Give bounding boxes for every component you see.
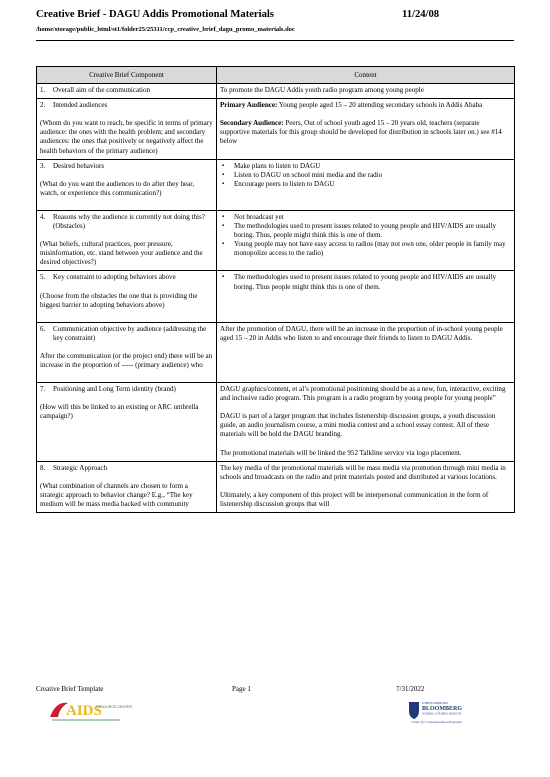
primary-audience-lead: Primary Audience: — [220, 101, 278, 110]
component-cell — [37, 159, 217, 210]
footer-template-name: Creative Brief Template — [36, 685, 104, 693]
component-label: Key constraint to adopting behaviors above — [53, 273, 176, 282]
list-item: ▪ Listen to DAGU on school mini media and the radio — [220, 171, 511, 180]
row-number: 7. — [40, 385, 46, 394]
table-row — [37, 322, 515, 382]
table-row — [37, 84, 515, 99]
table-row — [37, 159, 515, 210]
jhu-line-3: SCHOOL of PUBLIC HEALTH — [422, 711, 462, 716]
bullet-list — [220, 213, 511, 258]
list-item: ▪ Young people may not have easy access to radios (may not own one, older people in family may monopolize access to the radio) — [220, 240, 511, 258]
row-number: 4. — [40, 212, 46, 221]
content-cell — [217, 461, 515, 512]
jhu-line-2: BLOOMBERG — [422, 706, 463, 712]
document-path: /home/storage/public_html/st1/folder25/25311/ccp_creative_brief_dagu_promo_materials.doc — [36, 26, 295, 33]
content-paragraph: The key media of the promotional materials will be mass media via promotion through mini media in schools and broadcasts on the radio and print materials posted and distributed at various locations. — [220, 463, 506, 481]
component-note: (Whom do you want to reach, be specific in terms of primary audience: the ones with the health problem; and secondary audiences: the ones that positively or negatively affect the health behaviors of the primary audience) — [40, 119, 213, 155]
document-date: 11/24/08 — [402, 9, 440, 20]
secondary-audience — [220, 119, 511, 146]
content-cell — [217, 99, 515, 159]
component-label: Intended audiences — [53, 101, 108, 110]
component-label: Positioning and Long Term identity (brand) — [53, 385, 176, 394]
list-item: ▪ The methodologies used to present issues related to young people and HIV/AIDS are usually boring. Thus, people might think this is one of them. — [220, 222, 511, 240]
jhu-line-4: Center for Communication Programs — [411, 720, 462, 724]
content-paragraph: DAGU graphics/content, et al’s promotional positioning should be as a new, fun, interactive, exciting and inclusive radio program. This program is a radio program by young people for young people” — [220, 385, 506, 403]
content-paragraph: DAGU is part of a larger program that includes listenership discussion groups, a youth discussion guide, an audio journalism course, a mini media contest and a school essay contest. All of these materials will be hold the DAGU branding. — [220, 412, 496, 439]
component-label: Strategic Approach — [53, 463, 108, 472]
footer-date: 7/31/2022 — [396, 685, 425, 693]
table-row — [37, 210, 515, 270]
aids-logo-subtext: RESOURCE CENTER — [96, 705, 133, 709]
row-number: 8. — [40, 463, 46, 472]
component-label: Desired behaviors — [53, 161, 105, 170]
content-text: To promote the DAGU Addis youth radio program among young people — [220, 86, 424, 95]
column-header-component: Creative Brief Component — [37, 67, 217, 84]
content-cell — [217, 210, 515, 270]
jhu-bloomberg-logo — [406, 697, 480, 725]
content-paragraph: Ultimately, a key component of this project will be interpersonal communication in the form of listenership discussion groups that will — [220, 490, 489, 508]
row-number: 1. — [40, 86, 46, 95]
secondary-audience-text: Peers, Out of school youth aged 15 – 20 years old, teachers (separate supportive materials for this group should be developed for distribution in schools later on.) see #14 below — [220, 119, 502, 146]
column-header-content: Content — [217, 67, 515, 84]
creative-brief-table — [36, 66, 515, 513]
component-cell — [37, 271, 217, 322]
component-cell — [37, 84, 217, 99]
bullet-list — [220, 162, 511, 189]
content-paragraph: The promotional materials will be linked the 952 Talkline service via logo placement. — [220, 448, 462, 457]
row-number: 6. — [40, 324, 46, 333]
table-row — [37, 383, 515, 462]
table-row — [37, 99, 515, 159]
content-text: After the promotion of DAGU, there will be an increase in the proportion of in-school young people aged 15 – 20 in Addis who listen to and encourage their friends to listen to DAGU Addis. — [220, 324, 503, 342]
table-header-row — [37, 67, 515, 84]
component-label: Communication objective by audience (addressing the key constraint) — [53, 324, 207, 342]
content-cell — [217, 159, 515, 210]
bullet-list — [220, 273, 511, 291]
document-title: Creative Brief - DAGU Addis Promotional Materials — [36, 9, 274, 20]
content-cell — [217, 271, 515, 322]
row-number: 2. — [40, 101, 46, 110]
shield-icon — [409, 702, 419, 719]
header-divider — [36, 40, 514, 41]
component-note: (What beliefs, cultural practices, peer pressure, misinformation, etc. stand between your audience and the desired objectives?) — [40, 240, 203, 267]
footer-page-number: Page 1 — [232, 685, 251, 693]
list-item: ▪ Not broadcast yet — [220, 213, 511, 222]
component-cell — [37, 99, 217, 159]
aids-logo-text: AIDS — [66, 703, 102, 719]
table-row — [37, 271, 515, 322]
primary-audience-text: Young people aged 15 – 20 attending secondary schools in Addis Ababa — [277, 101, 483, 110]
component-cell — [37, 322, 217, 382]
component-cell — [37, 461, 217, 512]
list-item: ▪ Encourage peers to listen to DAGU — [220, 180, 511, 189]
row-number: 5. — [40, 273, 46, 282]
primary-audience — [220, 101, 511, 110]
component-cell — [37, 383, 217, 462]
component-label: Overall aim of the communication — [53, 86, 151, 95]
content-cell — [217, 84, 515, 99]
content-cell — [217, 322, 515, 382]
component-label: Reasons why the audience is currently not doing this? (Obstacles) — [53, 212, 205, 231]
component-note: (How will this be linked to an existing or ARC umbrella campaign?) — [40, 403, 199, 421]
aids-resource-center-logo — [46, 697, 133, 723]
row-number: 3. — [40, 161, 46, 170]
list-item: ▪ The methodologies used to present issues related to young people and HIV/AIDS are usually boring. Thus people might think this is one of them. — [220, 273, 511, 291]
jhu-line-1: JOHNS HOPKINS — [422, 701, 449, 705]
component-note: (What combination of channels are chosen to form a strategic approach to behavior change? E.g., “The key medium will be mass media backed with community — [40, 481, 193, 508]
component-note: (What do you want the audiences to do after they hear, watch, or experience this communication?) — [40, 179, 195, 197]
component-cell — [37, 210, 217, 270]
component-note: (Choose from the obstacles the one that is providing the biggest barrier to adopting behaviors above) — [40, 291, 198, 309]
table-row — [37, 461, 515, 512]
content-cell — [217, 383, 515, 462]
secondary-audience-lead: Secondary Audience: — [220, 119, 284, 128]
list-item: ▪ Make plans to listen to DAGU — [220, 162, 511, 171]
component-note: After the communication (or the project end) there will be an increase in the proportion of ----- (primary audience) who — [40, 351, 213, 369]
